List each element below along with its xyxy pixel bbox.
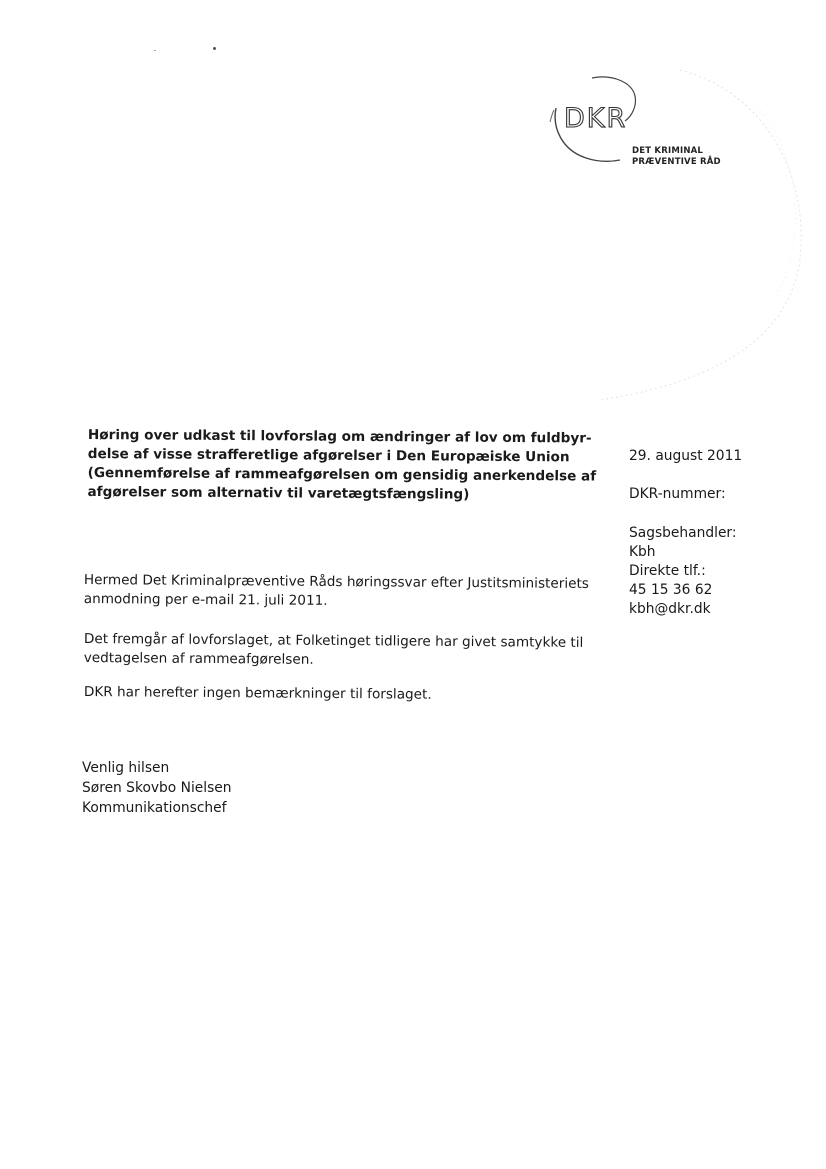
subject-line: (Gennemførelse af rammeafgørelsen om gensidig anerkendelse af — [87, 464, 597, 485]
paragraph-line: vedtagelsen af rammeafgørelsen. — [83, 649, 314, 668]
paragraph-line: Det fremgår af lovforslaget, at Folketinget tidligere har givet samtykke til — [83, 630, 584, 651]
paragraph-line: Hermed Det Kriminalpræventive Råds høringssvar efter Justitsministeriets — [83, 571, 589, 592]
closing-greeting: Venlig hilsen — [82, 760, 170, 776]
direct-phone-label: Direkte tlf.: — [629, 563, 706, 579]
scan-speck — [154, 50, 156, 51]
body-paragraph — [84, 683, 624, 706]
subject-line: delse af visse strafferetlige afgørelser i Den Europæiske Union — [87, 445, 570, 466]
organization-name-line: DET KRIMINAL — [632, 146, 704, 156]
letter-subject — [87, 426, 628, 506]
logo-wordmark: DKR — [564, 103, 628, 134]
signatory-title: Kommunikationschef — [82, 800, 227, 816]
contact-email: kbh@dkr.dk — [629, 601, 711, 617]
scan-speck — [213, 47, 216, 50]
dkr-logo — [540, 70, 740, 180]
case-handler: Kbh — [629, 544, 656, 560]
body-paragraph — [84, 571, 624, 613]
dkr-number-label: DKR-nummer: — [629, 486, 726, 502]
paragraph-line: DKR har herefter ingen bemærkninger til forslaget. — [83, 683, 432, 703]
organization-name — [632, 146, 721, 168]
case-handler-label: Sagsbehandler: — [629, 525, 737, 541]
subject-line: Høring over udkast til lovforslag om ændringer af lov om fuldbyr- — [87, 426, 592, 447]
letter-closing — [82, 758, 232, 818]
direct-phone: 45 15 36 62 — [629, 582, 713, 598]
letter-date: 29. august 2011 — [629, 448, 743, 464]
subject-line: afgørelser som alternativ til varetægtsfængsling) — [87, 483, 470, 503]
organization-name-line: PRÆVENTIVE RÅD — [632, 157, 721, 167]
signatory-name: Søren Skovbo Nielsen — [82, 780, 232, 796]
body-paragraph — [84, 630, 624, 672]
paragraph-line: anmodning per e-mail 21. juli 2011. — [83, 590, 328, 609]
